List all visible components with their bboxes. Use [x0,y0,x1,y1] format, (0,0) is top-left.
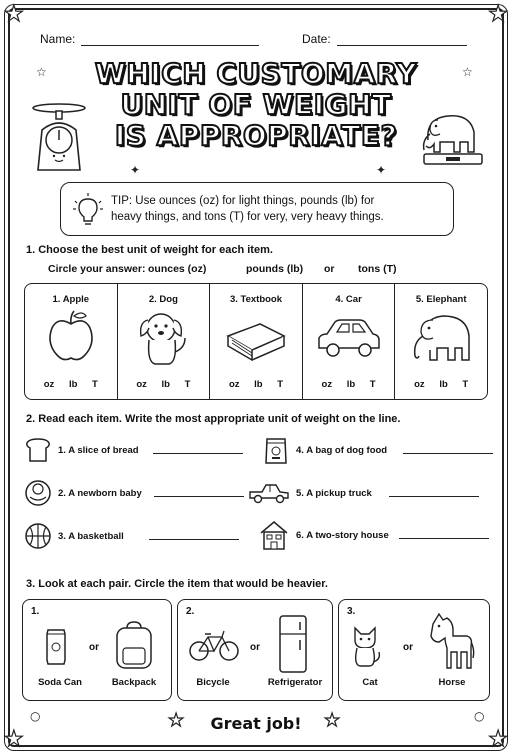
answer-line[interactable] [403,446,493,454]
truck-icon [248,482,290,504]
star-icon: ★ [488,727,508,752]
star-icon: ★ [488,2,508,27]
unit-options[interactable]: oz lb T [43,379,98,390]
or-label: or [403,642,413,653]
item-label: 2. A newborn baby [58,487,142,499]
write-item-truck [248,479,479,507]
sparkle-icon: ☆ [36,65,47,79]
option-ounces: ounces (oz) [148,263,207,275]
unit-options[interactable]: oz lb T [414,379,469,390]
date-label: Date: [302,32,331,46]
option-pounds: pounds (lb) [246,263,304,275]
pair-number: 3. [347,606,356,617]
answer-line[interactable] [153,446,243,454]
bread-icon [25,437,51,463]
star-icon: ★ [324,710,341,731]
answer-line[interactable] [399,531,489,539]
item-label: 3. Textbook [229,294,283,305]
unit-options[interactable]: oz lb T [228,379,284,390]
dog-icon [135,308,191,368]
pair-right-caption: Backpack [111,677,157,688]
item-label: 4. A bag of dog food [296,444,388,456]
tip-box [60,182,454,236]
apple-icon [46,308,96,364]
choice-cell-car [303,284,396,399]
choice-cell-textbook [210,284,303,399]
item-label: 1. A slice of bread [58,444,139,456]
date-field[interactable] [302,32,467,46]
title-line-3: IS APPROPRIATE? [114,119,398,152]
cat-icon[interactable] [349,624,381,668]
bicycle-icon[interactable] [188,628,240,662]
or-label: or [89,642,99,653]
pair-right-caption: Horse [438,677,466,688]
item-label: 5. Elephant [415,294,467,305]
title-line-2: UNIT OF WEIGHT [120,88,392,121]
great-job-message: Great job! [210,714,302,733]
star-icon: ★ [4,2,24,27]
choice-cell-apple [25,284,118,399]
write-item-baby [24,479,244,507]
pair-box-1 [22,599,172,701]
lightbulb-icon [73,193,103,227]
section-3-heading: 3. Look at each pair. Circle the item that would be heavier. [26,578,328,590]
sparkle-icon: ✦ [376,163,387,177]
write-item-dog-food [262,436,493,464]
circle-prompt: Circle your answer: [48,263,146,275]
unit-choice-grid [24,283,488,400]
answer-line[interactable] [389,489,479,497]
car-icon [315,308,383,364]
write-item-house [258,521,489,549]
section-2-heading: 2. Read each item. Write the most appropriate unit of weight on the line. [26,413,401,425]
unit-options[interactable]: oz lb T [136,379,191,390]
answer-options [48,263,397,275]
item-label: 5. A pickup truck [296,487,372,499]
item-label: 4. Car [335,294,362,305]
tip-line-1: Use ounces (oz) for light things, pounds (lb) for [135,195,375,207]
pair-left-caption: Soda Can [38,677,82,688]
worksheet-title [60,58,452,151]
pair-left-caption: Cat [362,677,378,688]
sparkle-icon: ☆ [462,65,473,79]
option-or: or [324,263,335,275]
name-label: Name: [40,32,76,46]
pair-box-3 [338,599,490,701]
header-fields [40,32,472,52]
write-item-bread [24,436,243,464]
basketball-icon [24,522,52,550]
answer-line[interactable] [154,489,244,497]
backpack-icon[interactable] [111,620,157,670]
baby-icon [24,479,52,507]
item-label: 6. A two-story house [296,529,389,541]
unit-options[interactable]: oz lb T [321,379,376,390]
answer-line[interactable] [149,532,239,540]
tip-text [111,193,384,225]
title-line-1: WHICH CUSTOMARY [94,57,418,90]
item-label: 2. Dog [148,294,178,305]
choice-cell-dog [118,284,211,399]
refrigerator-icon[interactable] [278,614,308,674]
write-item-basketball [24,522,239,550]
pair-number: 2. [186,606,195,617]
section-1-heading: 1. Choose the best unit of weight for each item. [26,244,273,256]
sparkle-icon: ○ [30,709,41,723]
sparkle-icon: ✦ [130,163,141,177]
date-line[interactable] [337,33,467,46]
pair-box-2 [177,599,333,701]
choice-cell-elephant [395,284,487,399]
book-icon [224,308,288,364]
horse-icon[interactable] [425,612,475,672]
soda-can-icon[interactable] [45,626,67,666]
dog-food-bag-icon [264,435,288,465]
pair-left-caption: Bicycle [196,677,230,688]
name-line[interactable] [81,33,259,46]
pair-number: 1. [31,606,40,617]
star-icon: ★ [168,710,185,731]
sparkle-icon: ○ [474,709,485,723]
or-label: or [250,642,260,653]
item-label: 3. A basketball [58,530,124,542]
item-label: 1. Apple [52,294,90,305]
elephant-icon [407,308,475,366]
house-icon [258,519,290,551]
name-field[interactable] [40,32,259,46]
tip-label: TIP: [111,195,133,207]
option-tons: tons (T) [358,263,397,275]
tip-line-2: heavy things, and tons (T) for very, very heavy things. [111,211,384,223]
star-icon: ★ [4,727,24,752]
pair-right-caption: Refrigerator [267,677,323,688]
